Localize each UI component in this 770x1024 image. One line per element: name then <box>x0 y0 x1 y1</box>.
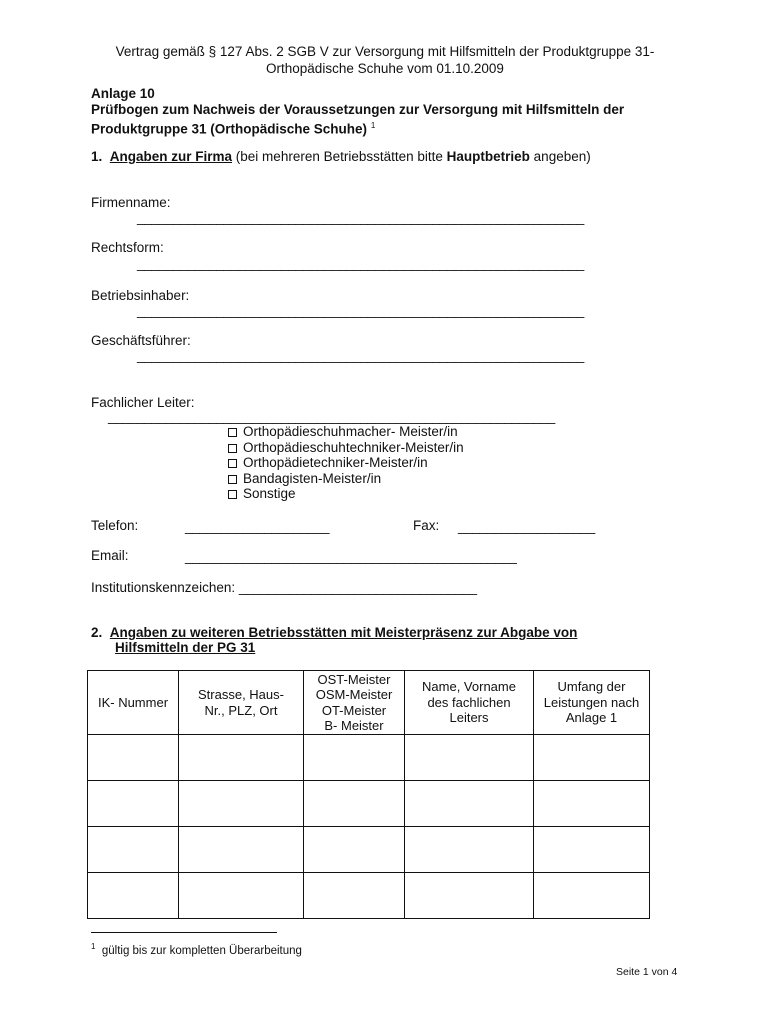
geschaeftsfuehrer-field[interactable]: ______________________________________________________________ <box>137 348 584 363</box>
header-line-1: Vertrag gemäß § 127 Abs. 2 SGB V zur Versorgung mit Hilfsmitteln der Produktgruppe 31- <box>115 44 655 59</box>
qualification-label: Sonstige <box>243 486 296 501</box>
table-cell[interactable] <box>88 827 179 873</box>
fax-label: Fax: <box>413 518 440 533</box>
table-row <box>88 735 650 781</box>
rechtsform-field[interactable]: ______________________________________________________________ <box>137 256 584 271</box>
table-cell[interactable] <box>534 735 650 781</box>
section-1-note-pre: (bei mehreren Betriebsstätten bitte <box>232 149 447 164</box>
table-cell[interactable] <box>179 873 304 919</box>
qualification-option[interactable] <box>228 486 464 502</box>
header-text: Umfang der Leistungen nach Anlage 1 <box>543 679 640 726</box>
table-cell[interactable] <box>179 781 304 827</box>
telefon-label: Telefon: <box>91 518 139 533</box>
betriebsstaetten-table <box>87 670 650 919</box>
table-cell[interactable] <box>88 781 179 827</box>
header-text: Name, Vorname des fachlichen Leiters <box>422 679 516 726</box>
institutionskennzeichen-label: Institutionskennzeichen: <box>91 580 239 595</box>
footnote-separator <box>91 932 277 933</box>
checkbox[interactable] <box>228 475 237 484</box>
anlage-title-block <box>91 86 711 138</box>
qualification-option[interactable] <box>228 471 464 487</box>
section-2-number: 2. <box>91 625 103 640</box>
table-header-cell <box>179 671 304 735</box>
betriebsinhaber-field[interactable]: ______________________________________________________________ <box>137 303 584 318</box>
fachlicher-leiter-label: Fachlicher Leiter: <box>91 395 195 410</box>
document-header <box>60 43 710 77</box>
section-1-note-post: angeben) <box>529 149 591 164</box>
anlage-subtitle-text: Produktgruppe 31 (Orthopädische Schuhe) <box>91 121 368 137</box>
qualification-label: Bandagisten-Meister/in <box>243 470 382 486</box>
table-row <box>88 827 650 873</box>
header-text: OST-Meister OSM-Meister OT-Meister B- Meister <box>315 671 393 733</box>
table-cell[interactable] <box>534 873 650 919</box>
table-header-cell <box>304 671 405 735</box>
geschaeftsfuehrer-label: Geschäftsführer: <box>91 333 191 348</box>
checkbox[interactable] <box>228 459 237 468</box>
footnote-mark: 1 <box>91 942 96 951</box>
table-header-cell <box>405 671 534 735</box>
anlage-subtitle-line-1: Prüfbogen zum Nachweis der Voraussetzungen zur Versorgung mit Hilfsmitteln der <box>91 102 625 117</box>
header-line-2: Orthopädische Schuhe vom 01.10.2009 <box>266 61 504 76</box>
email-label: Email: <box>91 548 129 563</box>
qualification-label: Orthopädieschuhtechniker-Meister/in <box>243 439 464 455</box>
table-cell[interactable] <box>405 873 534 919</box>
firmenname-label: Firmenname: <box>91 195 171 210</box>
section-1-note-bold: Hauptbetrieb <box>446 149 530 164</box>
institutionskennzeichen-field[interactable]: _________________________________ <box>238 580 477 595</box>
checkbox[interactable] <box>228 428 237 437</box>
page-number: Seite 1 von 4 <box>616 966 678 978</box>
qualification-label: Orthopädietechniker-Meister/in <box>243 455 428 470</box>
table-cell[interactable] <box>179 735 304 781</box>
table-cell[interactable] <box>304 781 405 827</box>
firmenname-field[interactable]: ______________________________________________________________ <box>137 210 584 225</box>
anlage-title: Anlage 10 <box>91 86 155 101</box>
table-cell[interactable] <box>405 735 534 781</box>
table-cell[interactable] <box>179 827 304 873</box>
section-1-heading <box>91 149 591 165</box>
checkbox[interactable] <box>228 444 237 453</box>
email-field[interactable]: ______________________________________________ <box>185 549 517 564</box>
table-row <box>88 781 650 827</box>
table-header-cell <box>534 671 650 735</box>
table-cell[interactable] <box>88 735 179 781</box>
footnote <box>91 939 302 959</box>
table-cell[interactable] <box>304 735 405 781</box>
section-1-number: 1. <box>91 149 103 164</box>
qualification-option[interactable] <box>228 440 464 456</box>
table-cell[interactable] <box>534 781 650 827</box>
qualification-checkbox-list <box>228 424 464 502</box>
betriebsinhaber-label: Betriebsinhaber: <box>91 288 190 303</box>
checkbox[interactable] <box>228 490 237 499</box>
table-header-row <box>88 671 650 735</box>
section-2-title-line-2: Hilfsmitteln der PG 31 <box>115 640 256 655</box>
header-text: IK- Nummer <box>97 694 169 710</box>
header-text: Strasse, Haus- Nr., PLZ, Ort <box>198 687 284 718</box>
rechtsform-label: Rechtsform: <box>91 240 164 255</box>
table-header-cell <box>88 671 179 735</box>
table-cell[interactable] <box>88 873 179 919</box>
table-cell[interactable] <box>534 827 650 873</box>
table-cell[interactable] <box>304 873 405 919</box>
qualification-option[interactable] <box>228 455 464 471</box>
footnote-text: gültig bis zur kompletten Überarbeitung <box>101 944 302 957</box>
section-2-title-line-1: Angaben zu weiteren Betriebsstätten mit Meisterpräsenz zur Abgabe von <box>109 625 578 640</box>
fax-field[interactable]: ___________________ <box>458 519 595 534</box>
table-cell[interactable] <box>304 827 405 873</box>
section-1-title: Angaben zur Firma <box>109 149 233 164</box>
footnote-reference: 1 <box>370 121 376 130</box>
anlage-subtitle-line-2 <box>91 118 711 138</box>
qualification-option[interactable] <box>228 424 464 440</box>
telefon-field[interactable]: ____________________ <box>185 519 330 534</box>
table-cell[interactable] <box>405 781 534 827</box>
qualification-label: Orthopädieschuhmacher- Meister/in <box>243 424 458 439</box>
fachlicher-leiter-field[interactable]: ______________________________________________________________ <box>108 409 555 424</box>
section-2-heading <box>91 625 577 655</box>
institutionskennzeichen-row <box>91 580 477 596</box>
table-cell[interactable] <box>405 827 534 873</box>
table-row <box>88 873 650 919</box>
